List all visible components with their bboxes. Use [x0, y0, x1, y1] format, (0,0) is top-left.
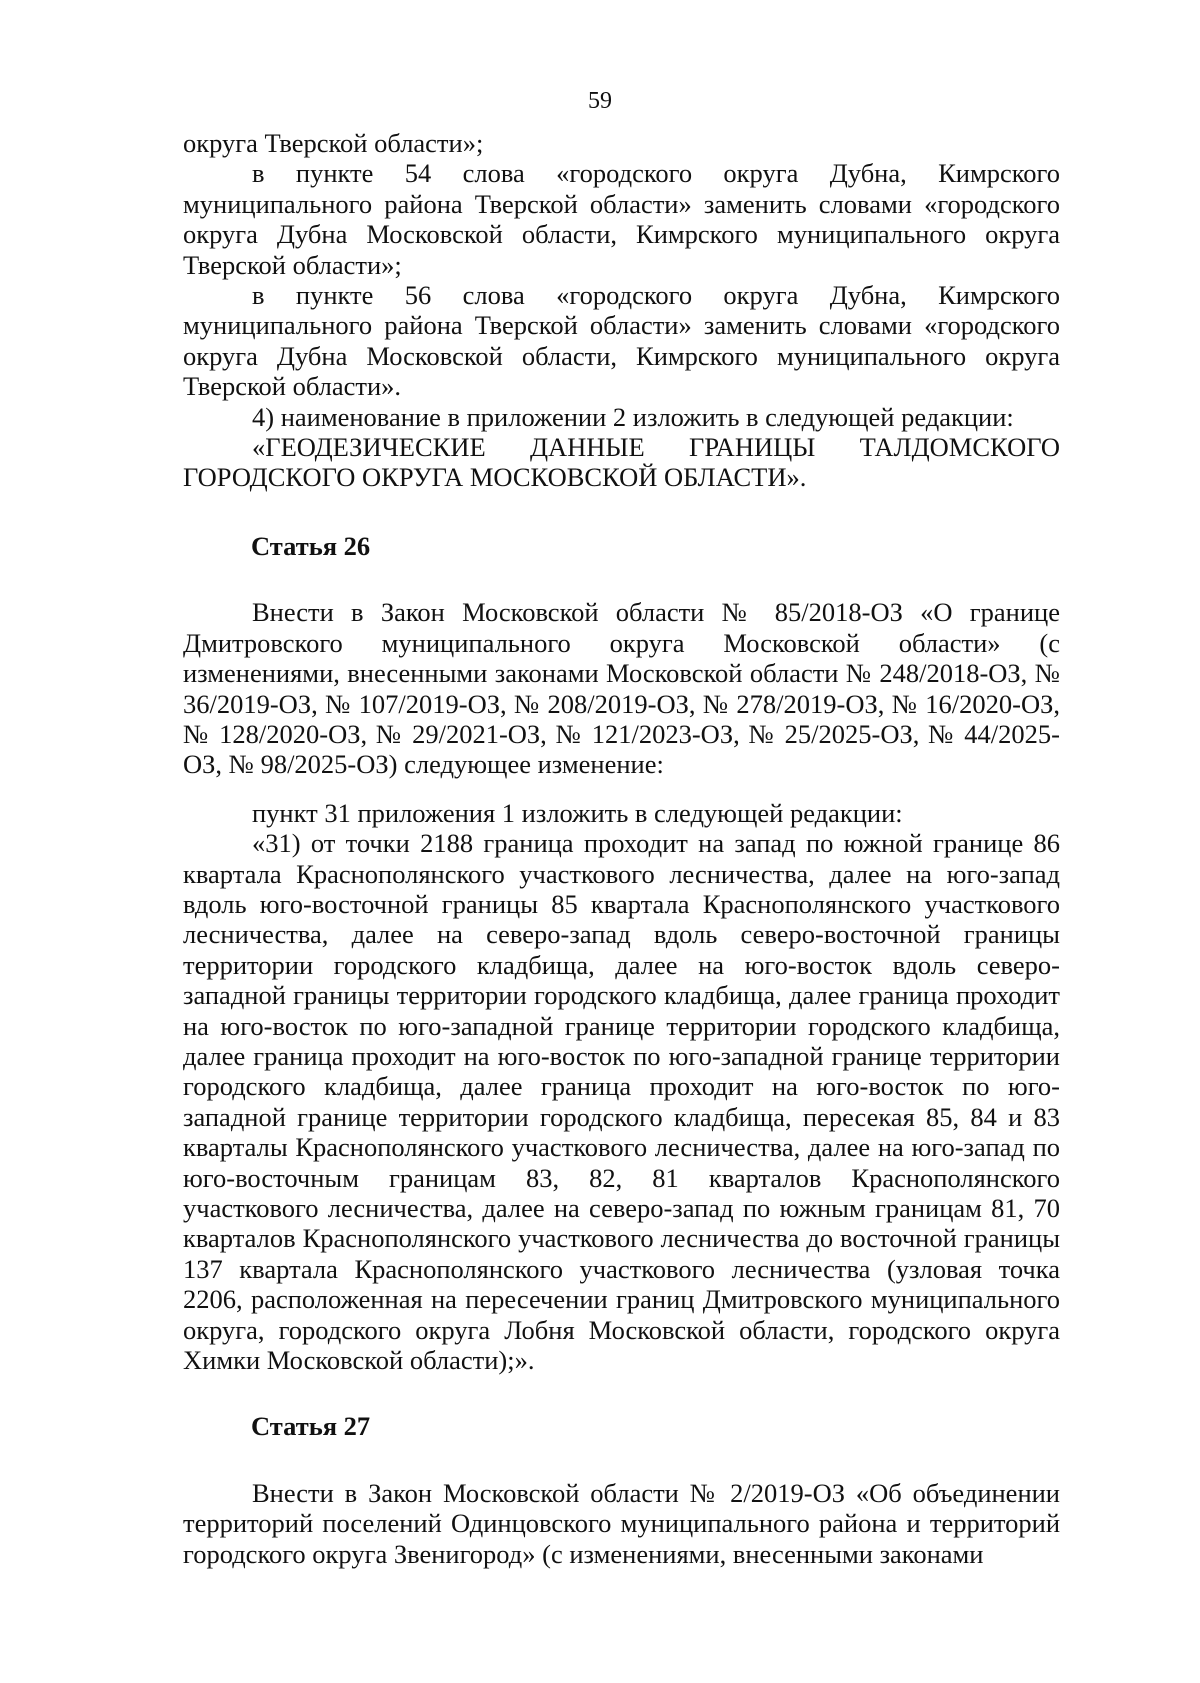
paragraph-continuation: округа Тверской области»; [183, 128, 484, 158]
article-27-heading: Статья 27 [251, 1411, 371, 1442]
article-26-intro: Внести в Закон Московской области № 85/2018-ОЗ «О границе Дмитровского муниципального округа Московской области» (с изменениями, внесенными законами Московской области № 248/2018-ОЗ, № 36/2019-ОЗ, № 107/2019-ОЗ, № 208/2019-ОЗ, № 278/2019-ОЗ, № 16/2020-ОЗ, № 128/2020-ОЗ, № 29/2021-ОЗ, № 121/2023-ОЗ, № 25/2025-ОЗ, № 44/2025-ОЗ, № 98/2025-ОЗ) следующее изменение: [183, 597, 1060, 780]
article-27-intro: Внести в Закон Московской области № 2/2019-ОЗ «Об объединении территорий поселений Одинцовского муниципального района и территорий городского округа Звенигород» (с изменениями, внесенными законами [183, 1477, 1060, 1569]
paragraph-item-56: в пункте 56 слова «городского округа Дубна, Кимрского муниципального района Тверской области» заменить словами «городского округа Дубна Московской области, Кимрского муниципального округа Тверской области». [183, 280, 1060, 402]
article-26-heading: Статья 26 [251, 530, 371, 561]
article-26-point-31-text: «31) от точки 2188 граница проходит на запад по южной границе 86 квартала Краснополянского участкового лесничества, далее на юго-запад вдоль юго-восточной границы 85 квартала Краснополянского участкового лесничества, далее на северо-запад вдоль северо-восточной границы территории городского кладбища, далее на юго-восток вдоль северо-западной границы территории городского кладбища, далее граница проходит на юго-восток по юго-западной границе территории городского кладбища, далее граница проходит на юго-восток по юго-западной границе территории городского кладбища, далее граница проходит на юго-восток по юго-западной границе территории городского кладбища, пересекая 85, 84 и 83 кварталы Краснополянского участкового лесничества, далее на юго-запад по юго-восточным границам 83, 82, 81 кварталов Краснополянского участкового лесничества, далее на северо-запад по южным границам 81, 70 кварталов Краснополянского участкового лесничества до восточной границы 137 квартала Краснополянского участкового лесничества (узловая точка 2206, расположенная на пересечении границ Дмитровского муниципального округа, городского округа Лобня Московской области, городского округа Химки Московской области);». [183, 828, 1060, 1376]
paragraph-item-54: в пункте 54 слова «городского округа Дубна, Кимрского муниципального района Тверской области» заменить словами «городского округа Дубна Московской области, Кимрского муниципального округа Тверской области»; [183, 158, 1060, 280]
article-26-point-31-intro: пункт 31 приложения 1 изложить в следующей редакции: [252, 797, 903, 828]
paragraph-item-4: 4) наименование в приложении 2 изложить в следующей редакции: [252, 401, 1014, 432]
paragraph-appendix-title: «ГЕОДЕЗИЧЕСКИЕ ДАННЫЕ ГРАНИЦЫ ТАЛДОМСКОГО ГОРОДСКОГО ОКРУГА МОСКОВСКОЙ ОБЛАСТИ». [183, 432, 1060, 493]
page-number: 59 [588, 88, 612, 114]
document-body [183, 128, 1060, 1569]
